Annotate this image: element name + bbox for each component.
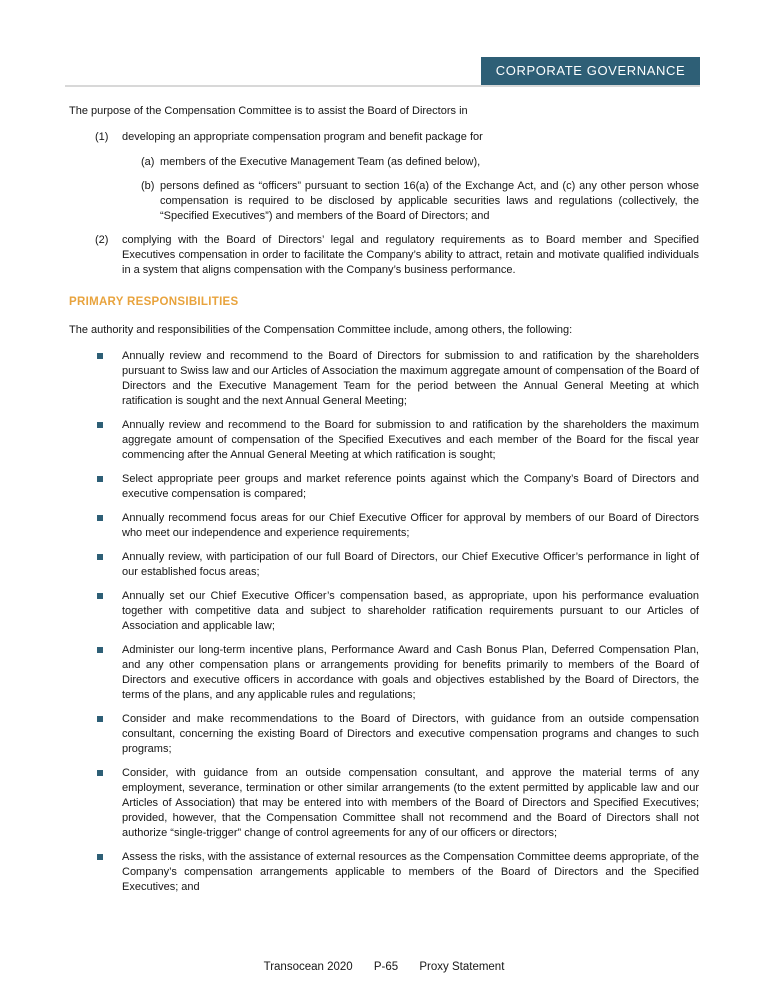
page-footer (0, 961, 768, 973)
list-marker-1: (1) (95, 131, 109, 143)
sub-list-item-a-text: members of the Executive Management Team (as defined below), (160, 156, 481, 168)
sub-list-item-a (69, 155, 699, 170)
square-bullet-icon (97, 854, 103, 860)
bullet-item (69, 472, 699, 502)
numbered-list (69, 130, 699, 278)
square-bullet-icon (97, 770, 103, 776)
square-bullet-icon (97, 716, 103, 722)
list-item-2-text: complying with the Board of Directors’ legal and regulatory requirements as to Board member and Specified Executives compensation in order to facilitate the Company’s ability to attract, retain and motivate qualified individuals in a system that aligns compensation with the Company’s business performance. (122, 234, 699, 276)
bullet-text: Annually recommend focus areas for our Chief Executive Officer for approval by members of our Board of Directors who meet our independence and experience requirements; (122, 512, 699, 539)
list-marker-2: (2) (95, 234, 109, 246)
sub-list-item-b-text: persons defined as “officers” pursuant to section 16(a) of the Exchange Act, and (c) any other person whose compensation is required to be disclosed by applicable securities laws and regulations (collectively, the “Specified Executives”) and members of the Board of Directors; and (160, 180, 699, 222)
square-bullet-icon (97, 422, 103, 428)
square-bullet-icon (97, 593, 103, 599)
bullet-item (69, 643, 699, 703)
intro-paragraph: The purpose of the Compensation Committee is to assist the Board of Directors in (69, 105, 468, 117)
bullet-text: Annually review and recommend to the Board for submission to and ratification by the shareholders the maximum aggregate amount of compensation of the Specified Executives and each member of the Board for the fiscal year commencing after the Annual General Meeting at which ratification is sought; (122, 419, 699, 461)
square-bullet-icon (97, 476, 103, 482)
sub-list-marker-b: (b) (141, 180, 155, 192)
bullet-item (69, 589, 699, 634)
corporate-governance-badge: CORPORATE GOVERNANCE (481, 57, 700, 85)
bullet-item (69, 550, 699, 580)
bullet-item (69, 511, 699, 541)
bullet-item (69, 766, 699, 841)
footer-page-number: P-65 (373, 961, 399, 973)
bullet-text: Consider and make recommendations to the Board of Directors, with guidance from an outside compensation consultant, concerning the existing Board of Directors and executive compensation programs and changes to such programs; (122, 713, 699, 755)
bullet-item (69, 712, 699, 757)
list-item-1 (69, 130, 699, 145)
bullet-item (69, 349, 699, 409)
bullet-text: Annually review and recommend to the Board of Directors for submission to and ratification by the shareholders pursuant to Swiss law and our Articles of Association the maximum aggregate amount of compensation of the Board of Directors and the Executive Management Team for the period between the Annual General Meeting at which ratification is sought and the next Annual General Meeting; (122, 350, 699, 407)
list-item-1-text: developing an appropriate compensation program and benefit package for (122, 131, 483, 143)
page-content (69, 104, 699, 904)
primary-responsibilities-heading: PRIMARY RESPONSIBILITIES (69, 296, 239, 308)
bullet-text: Consider, with guidance from an outside compensation consultant, and approve the material terms of any employment, severance, termination or other similar arrangements (to the extent permitted by applicable law and our Articles of Association) that may be entered into with members of the Board of Directors and Specified Executives; provided, however, that the Compensation Committee shall not recommend and the Board of Directors shall not authorize “single-trigger” change of control agreements for any of our officers or directors; (122, 767, 699, 839)
bullet-text: Assess the risks, with the assistance of external resources as the Compensation Committee deems appropriate, of the Company’s compensation arrangements applicable to members of the Board of Directors and the Specified Executives; and (122, 851, 699, 893)
square-bullet-icon (97, 647, 103, 653)
bullet-text: Select appropriate peer groups and market reference points against which the Company’s Board of Directors and executive compensation is compared; (122, 473, 699, 500)
bullet-item (69, 418, 699, 463)
sub-list-marker-a: (a) (141, 156, 155, 168)
square-bullet-icon (97, 554, 103, 560)
square-bullet-icon (97, 353, 103, 359)
list-item-2 (69, 233, 699, 278)
header-divider (65, 85, 700, 87)
footer-document: Proxy Statement (419, 961, 505, 973)
sub-list-item-b (69, 179, 699, 224)
bullet-item (69, 850, 699, 895)
responsibilities-bullet-list (69, 349, 699, 895)
bullet-text: Annually set our Chief Executive Officer’s compensation based, as appropriate, upon his performance evaluation together with competitive data and subject to shareholder ratification requirements pursuant to our Articles of Association and applicable law; (122, 590, 699, 632)
bullet-text: Administer our long-term incentive plans, Performance Award and Cash Bonus Plan, Deferred Compensation Plan, and any other compensation plans or arrangements providing for benefits primarily to members of the Board of Directors and executive officers in accordance with goals and objectives established by the Board of Directors, the terms of the plans, and any applicable rules and regulations; (122, 644, 699, 701)
bullet-text: Annually review, with participation of our full Board of Directors, our Chief Executive Officer’s performance in light of our established focus areas; (122, 551, 699, 578)
footer-company: Transocean 2020 (263, 961, 353, 973)
square-bullet-icon (97, 515, 103, 521)
section-intro-paragraph: The authority and responsibilities of the Compensation Committee include, among others, the following: (69, 324, 573, 336)
